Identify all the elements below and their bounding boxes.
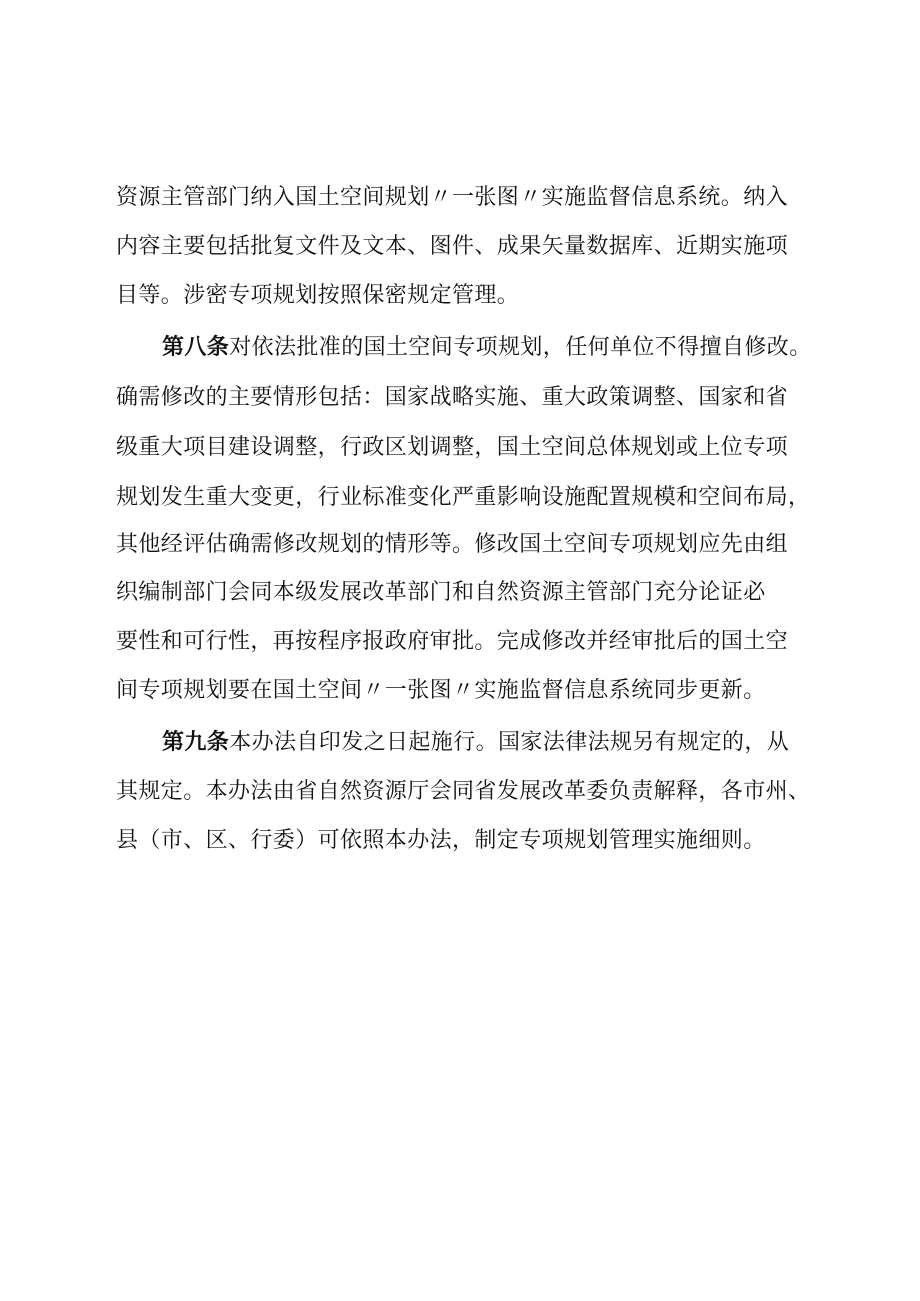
paragraph-line: 要性和可行性，再按程序报政府审批。完成修改并经审批后的国土空 — [116, 629, 789, 654]
paragraph-line: 其规定。本办法由省自然资源厅会同省发展改革委负责解释，各市州、 — [116, 779, 811, 804]
article-8-first-line — [162, 333, 862, 363]
article-9-text: 本办法自印发之日起施行。国家法律法规另有规定的，从 — [229, 730, 790, 755]
paragraph-line: 织编制部门会同本级发展改革部门和自然资源主管部门充分论证必 — [116, 580, 766, 605]
paragraph-line: 间专项规划要在国土空间〃一张图〃实施监督信息系统同步更新。 — [116, 678, 766, 703]
article-9-label: 第九条 — [162, 730, 230, 755]
paragraph-line: 县（市、区、行委）可依照本办法，制定专项规划管理实施细则。 — [116, 828, 766, 853]
paragraph-line: 规划发生重大变更，行业标准变化严重影响设施配置规模和空间布局， — [116, 485, 811, 510]
article-8-text: 对依法批准的国土空间专项规划，任何单位不得擅自修改。 — [229, 335, 812, 360]
paragraph-line: 目等。涉密专项规划按照保密规定管理。 — [116, 283, 520, 308]
paragraph-line: 内容主要包括批复文件及文本、图件、成果矢量数据库、近期实施项 — [116, 234, 789, 259]
paragraph-line: 其他经评估确需修改规划的情形等。修改国土空间专项规划应先由组 — [116, 532, 789, 557]
paragraph-line: 级重大项目建设调整，行政区划调整，国土空间总体规划或上位专项 — [116, 435, 789, 460]
paragraph-line: 确需修改的主要情形包括：国家战略实施、重大政策调整、国家和省 — [116, 385, 789, 410]
article-9-first-line — [162, 728, 862, 758]
paragraph-line: 资源主管部门纳入国土空间规划〃一张图〃实施监督信息系统。纳入 — [116, 185, 789, 210]
article-8-label: 第八条 — [162, 335, 230, 360]
